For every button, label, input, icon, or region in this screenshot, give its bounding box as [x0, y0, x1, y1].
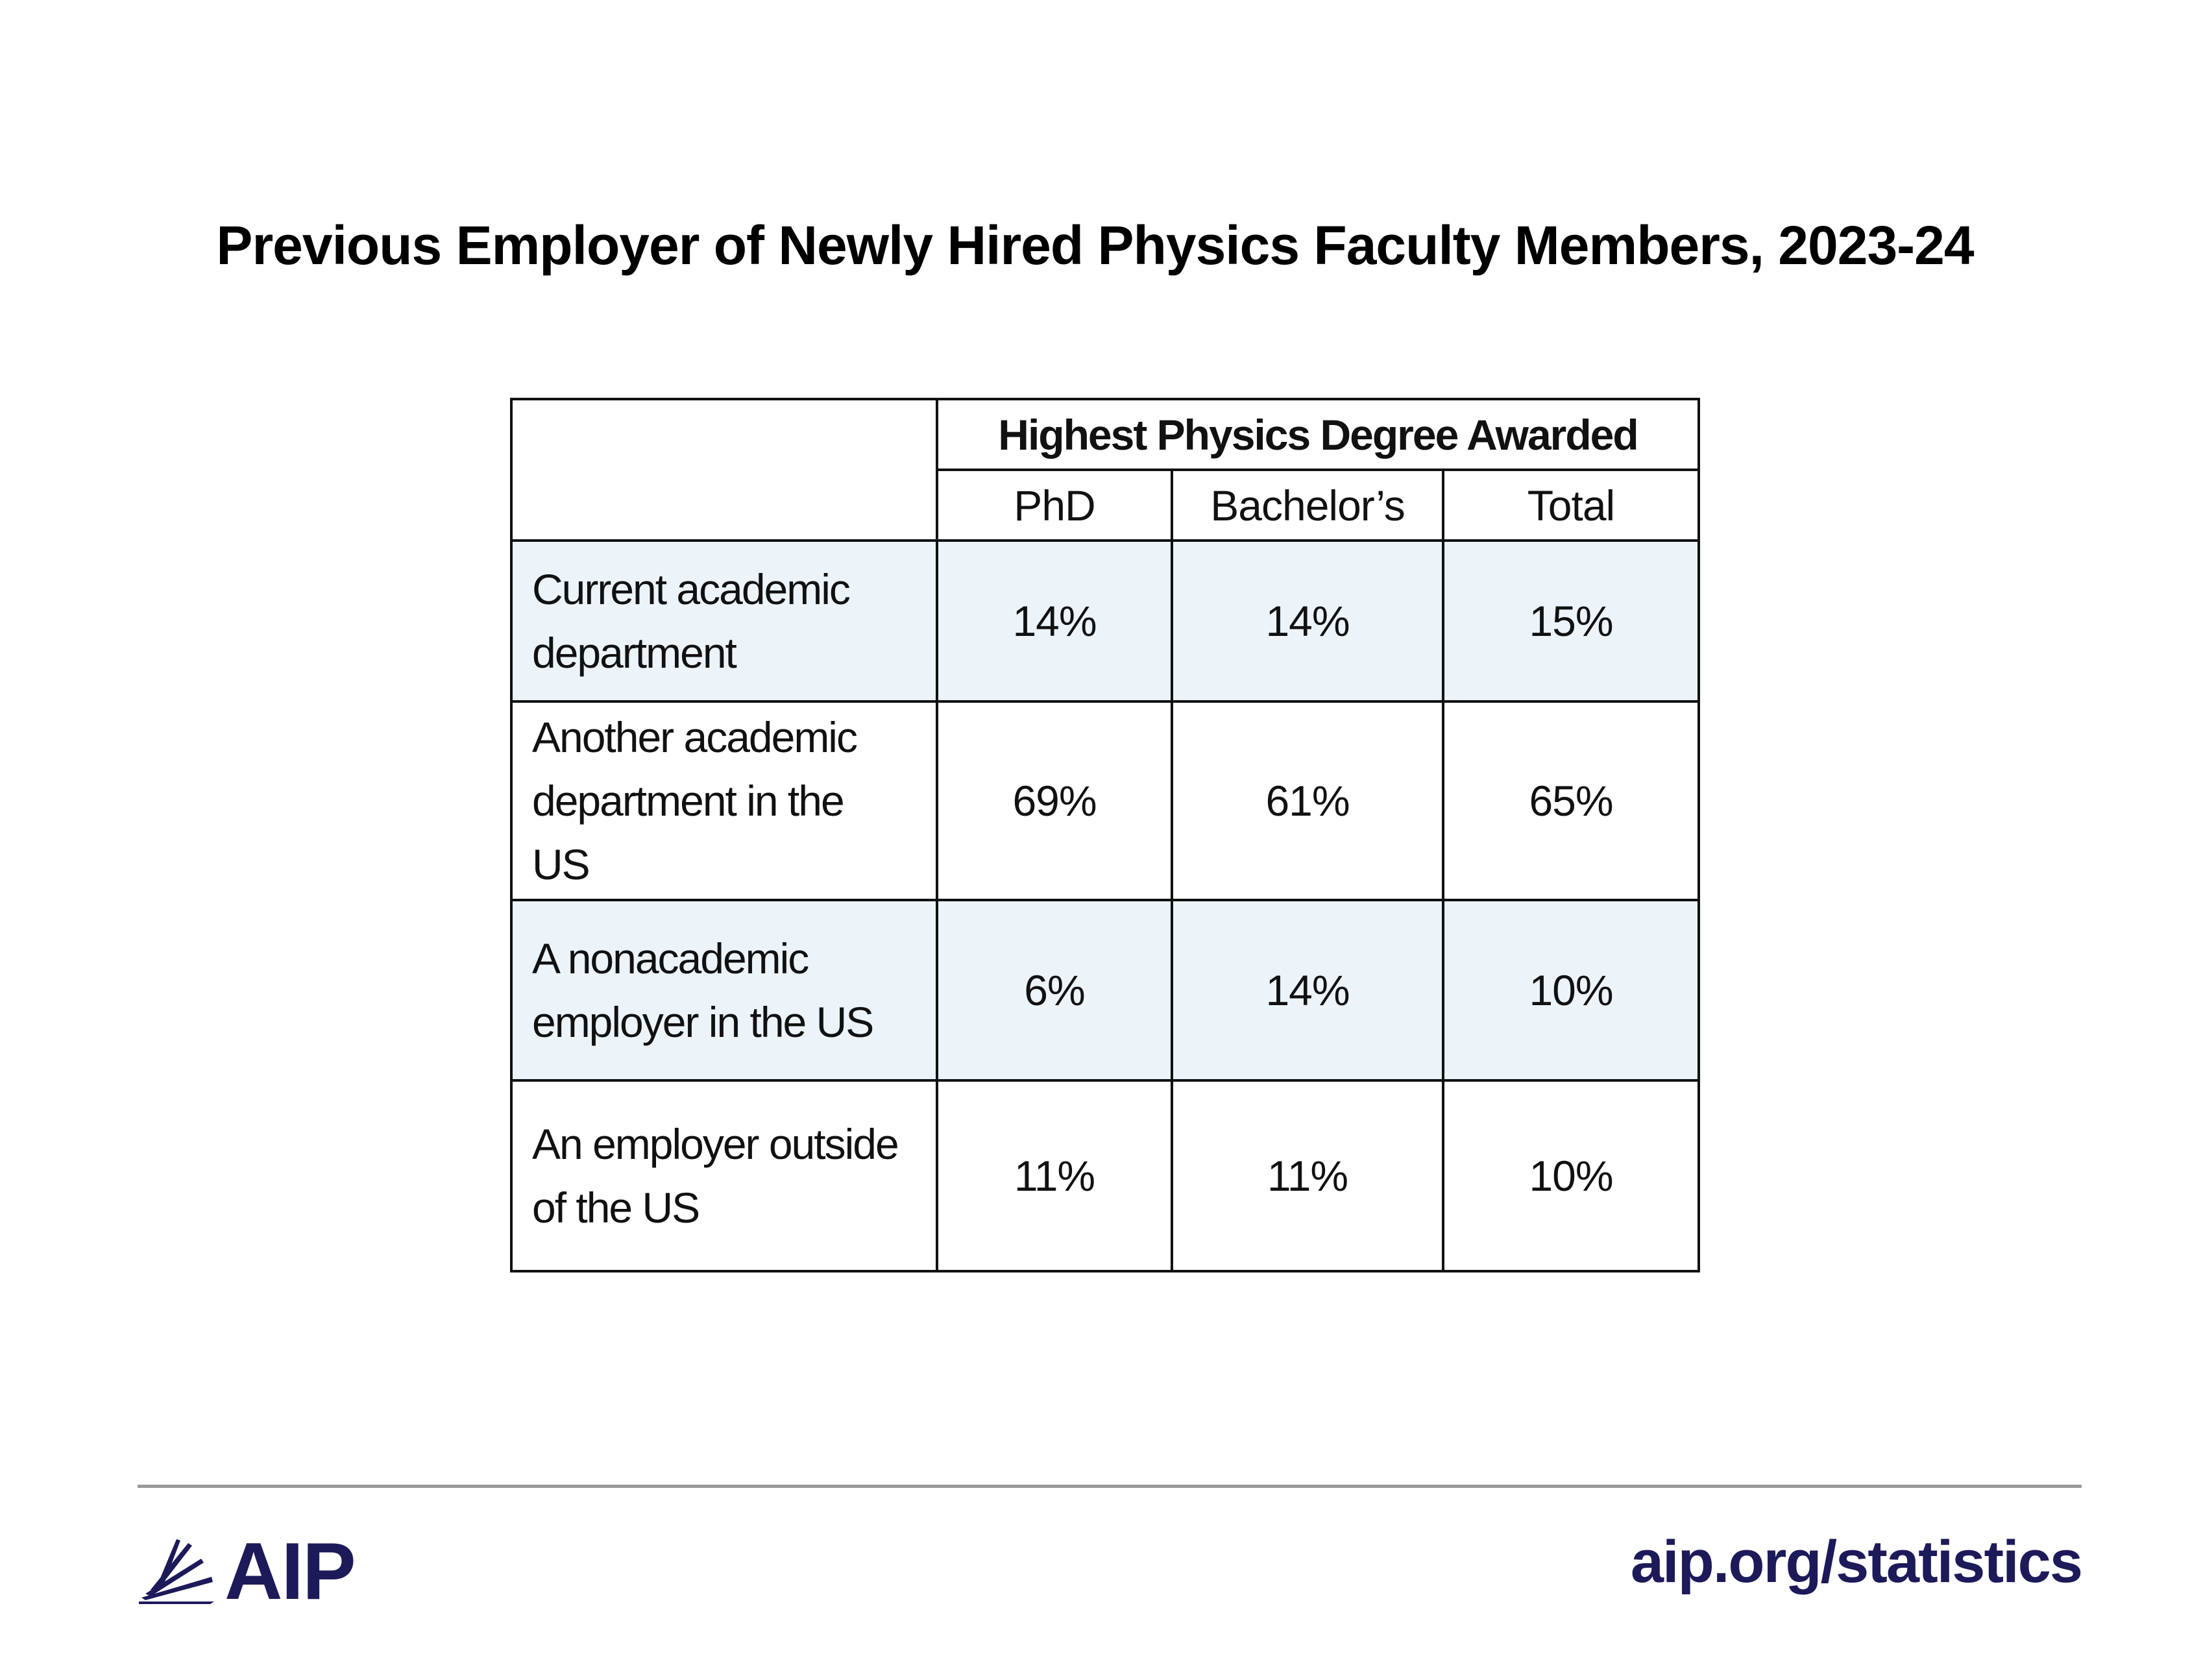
table-corner-cell	[511, 399, 937, 541]
row-label-line: employer in the US	[532, 998, 873, 1046]
data-table	[510, 398, 1700, 1272]
table-cell-total: 65%	[1443, 701, 1699, 900]
table-row	[511, 701, 1699, 900]
row-label	[511, 701, 937, 900]
aip-logo	[139, 1526, 355, 1617]
table-cell-total: 10%	[1443, 1080, 1699, 1271]
table-cell-phd: 69%	[937, 701, 1172, 900]
table-cell-bachelors: 14%	[1172, 900, 1443, 1080]
row-label-line: A nonacademic	[532, 934, 809, 982]
statistics-url[interactable]: aip.org/statistics	[1630, 1529, 2082, 1595]
column-header-phd: PhD	[937, 470, 1172, 541]
row-label	[511, 541, 937, 701]
aip-logo-icon	[139, 1539, 218, 1604]
table-cell-total: 15%	[1443, 541, 1699, 701]
row-label-line: An employer outside	[532, 1120, 898, 1168]
column-header-total: Total	[1443, 470, 1699, 541]
table-row	[511, 900, 1699, 1080]
table-row	[511, 1080, 1699, 1271]
chart-title: Previous Employer of Newly Hired Physics Faculty Members, 2023-24	[216, 215, 1974, 276]
group-header: Highest Physics Degree Awarded	[937, 399, 1699, 470]
table-row	[511, 541, 1699, 701]
table-cell-phd: 6%	[937, 900, 1172, 1080]
table-cell-bachelors: 61%	[1172, 701, 1443, 900]
row-label	[511, 900, 937, 1080]
column-header-bachelors: Bachelor’s	[1172, 470, 1443, 541]
table-cell-phd: 11%	[937, 1080, 1172, 1271]
row-label-line: of the US	[532, 1184, 700, 1232]
table-cell-phd: 14%	[937, 541, 1172, 701]
row-label-line: Another academic	[532, 713, 857, 761]
footer-divider	[138, 1485, 2082, 1488]
row-label	[511, 1080, 937, 1271]
aip-logo-text: AIP	[225, 1527, 355, 1616]
table-cell-total: 10%	[1443, 900, 1699, 1080]
row-label-line: department	[532, 629, 736, 677]
table-cell-bachelors: 11%	[1172, 1080, 1443, 1271]
row-label-line: US	[532, 840, 589, 888]
row-label-line: department in the	[532, 777, 844, 825]
table-cell-bachelors: 14%	[1172, 541, 1443, 701]
row-label-line: Current academic	[532, 565, 849, 613]
